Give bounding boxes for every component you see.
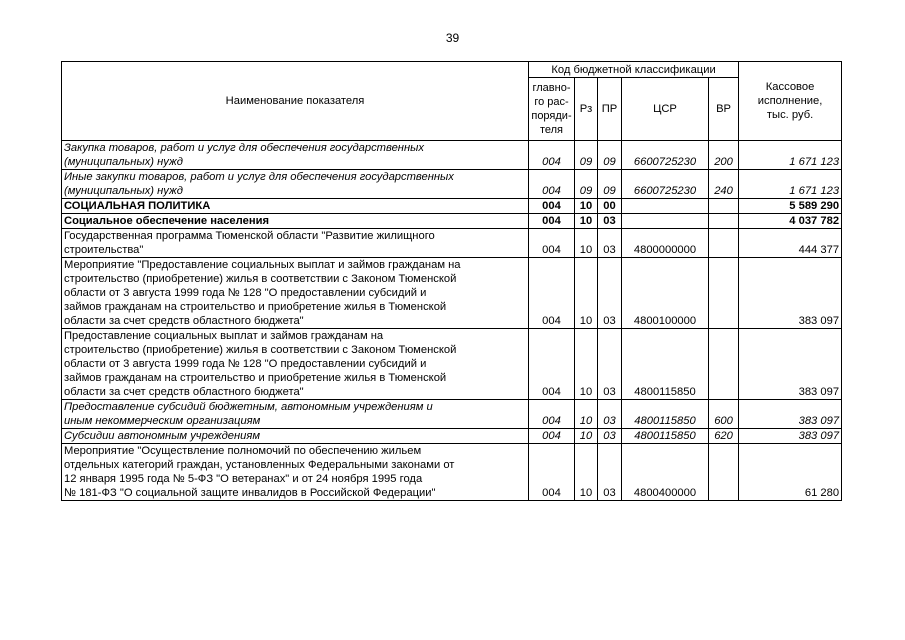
row-rz: 10 [575, 429, 598, 444]
row-csr: 6600725230 [622, 141, 709, 170]
table-row [62, 170, 842, 199]
row-name [62, 214, 529, 229]
row-name [62, 429, 529, 444]
budget-table [61, 61, 842, 501]
row-name-line: Закупка товаров, работ и услуг для обеспечения государственных [64, 142, 424, 154]
header-code-group: Код бюджетной классификации [529, 62, 739, 78]
row-glav: 004 [529, 199, 575, 214]
row-rz: 10 [575, 214, 598, 229]
row-glav: 004 [529, 229, 575, 258]
row-name [62, 141, 529, 170]
row-glav: 004 [529, 170, 575, 199]
row-name-line: области за счет средств областного бюджета" [64, 386, 304, 398]
row-vr [709, 258, 739, 329]
row-name [62, 258, 529, 329]
table-row [62, 229, 842, 258]
row-name-line: СОЦИАЛЬНАЯ ПОЛИТИКА [64, 200, 211, 212]
row-name-line: 12 января 1995 года № 5-ФЗ "О ветеранах" и от 24 ноября 1995 года [64, 473, 423, 485]
row-rz: 10 [575, 229, 598, 258]
row-amount: 1 671 123 [739, 170, 842, 199]
row-rz: 09 [575, 170, 598, 199]
row-glav: 004 [529, 258, 575, 329]
row-glav: 004 [529, 400, 575, 429]
row-name-line: строительство (приобретение) жилья в соответствии с Законом Тюменской [64, 344, 457, 356]
header-glav-line: главно- [532, 82, 571, 94]
row-name-line: Мероприятие "Предоставление социальных выплат и займов гражданам на [64, 259, 461, 271]
row-pr: 03 [598, 258, 622, 329]
row-vr: 600 [709, 400, 739, 429]
row-name-line: области за счет средств областного бюджета" [64, 315, 304, 327]
row-rz: 10 [575, 329, 598, 400]
row-name [62, 199, 529, 214]
row-csr [622, 214, 709, 229]
row-amount: 383 097 [739, 329, 842, 400]
row-amount: 1 671 123 [739, 141, 842, 170]
row-name-line: займов гражданам на строительство и приобретение жилья в Тюменской [64, 301, 447, 313]
row-csr: 4800115850 [622, 429, 709, 444]
page-number: 39 [445, 31, 460, 45]
header-glav-line: го рас- [534, 96, 569, 108]
row-name-line: Субсидии автономным учреждениям [64, 430, 261, 442]
table-row [62, 258, 842, 329]
row-name-line: иным некоммерческим организациям [64, 415, 261, 427]
table-body [62, 141, 842, 501]
row-name-line: области от 3 августа 1999 года № 128 "О предоставлении субсидий и [64, 358, 427, 370]
row-csr: 4800400000 [622, 444, 709, 501]
row-glav: 004 [529, 329, 575, 400]
table-row [62, 214, 842, 229]
row-name-line: Предоставление субсидий бюджетным, автономным учреждениям и [64, 401, 433, 413]
row-vr: 200 [709, 141, 739, 170]
row-name-line: строительства" [64, 244, 144, 256]
header-amount-line: исполнение, [757, 95, 823, 107]
row-name [62, 400, 529, 429]
row-name [62, 444, 529, 501]
row-pr: 09 [598, 141, 622, 170]
table-header [62, 62, 842, 141]
row-glav: 004 [529, 429, 575, 444]
row-csr: 4800000000 [622, 229, 709, 258]
row-glav: 004 [529, 214, 575, 229]
row-pr: 03 [598, 429, 622, 444]
row-csr: 6600725230 [622, 170, 709, 199]
header-glav [529, 78, 575, 141]
header-glav-line: поряди- [531, 110, 572, 122]
row-pr: 09 [598, 170, 622, 199]
row-glav: 004 [529, 141, 575, 170]
row-amount: 444 377 [739, 229, 842, 258]
header-vr: ВР [709, 78, 739, 141]
row-vr [709, 229, 739, 258]
row-name-line: (муниципальных) нужд [64, 185, 183, 197]
header-rz: Рз [575, 78, 598, 141]
row-name [62, 229, 529, 258]
table-row [62, 199, 842, 214]
table-row [62, 141, 842, 170]
table-row [62, 444, 842, 501]
row-vr [709, 214, 739, 229]
row-amount: 61 280 [739, 444, 842, 501]
row-pr: 03 [598, 329, 622, 400]
row-name-line: Мероприятие "Осуществление полномочий по обеспечению жильем [64, 445, 422, 457]
row-amount: 4 037 782 [739, 214, 842, 229]
row-amount: 383 097 [739, 258, 842, 329]
row-vr: 620 [709, 429, 739, 444]
row-amount: 383 097 [739, 400, 842, 429]
row-pr: 03 [598, 214, 622, 229]
row-rz: 10 [575, 444, 598, 501]
row-name-line: строительство (приобретение) жилья в соответствии с Законом Тюменской [64, 273, 457, 285]
header-name: Наименование показателя [62, 62, 529, 141]
row-amount: 5 589 290 [739, 199, 842, 214]
row-pr: 03 [598, 400, 622, 429]
row-rz: 10 [575, 400, 598, 429]
header-amount-line: тыс. руб. [766, 109, 814, 121]
row-name-line: Предоставление социальных выплат и займов гражданам на [64, 330, 384, 342]
row-rz: 10 [575, 258, 598, 329]
row-vr [709, 444, 739, 501]
row-name [62, 329, 529, 400]
row-name-line: Иные закупки товаров, работ и услуг для обеспечения государственных [64, 171, 454, 183]
row-name-line: Государственная программа Тюменской области "Развитие жилищного [64, 230, 435, 242]
row-glav: 004 [529, 444, 575, 501]
row-name-line: № 181-ФЗ "О социальной защите инвалидов в Российской Федерации" [64, 487, 436, 499]
header-amount [739, 62, 842, 141]
row-vr: 240 [709, 170, 739, 199]
header-pr: ПР [598, 78, 622, 141]
row-csr: 4800100000 [622, 258, 709, 329]
row-name-line: области от 3 августа 1999 года № 128 "О предоставлении субсидий и [64, 287, 427, 299]
row-csr: 4800115850 [622, 329, 709, 400]
row-pr: 03 [598, 229, 622, 258]
row-vr [709, 329, 739, 400]
row-vr [709, 199, 739, 214]
row-amount: 383 097 [739, 429, 842, 444]
row-rz: 09 [575, 141, 598, 170]
row-name-line: отдельных категорий граждан, установленных Федеральными законами от [64, 459, 455, 471]
row-name-line: Социальное обеспечение населения [64, 215, 269, 227]
header-amount-line: Кассовое [765, 81, 815, 93]
row-csr: 4800115850 [622, 400, 709, 429]
row-name-line: (муниципальных) нужд [64, 156, 183, 168]
row-rz: 10 [575, 199, 598, 214]
row-name-line: займов гражданам на строительство и приобретение жилья в Тюменской [64, 372, 447, 384]
table-row [62, 400, 842, 429]
table-row [62, 429, 842, 444]
table-row [62, 329, 842, 400]
row-name [62, 170, 529, 199]
header-glav-line: теля [539, 124, 564, 136]
header-csr: ЦСР [622, 78, 709, 141]
row-csr [622, 199, 709, 214]
row-pr: 03 [598, 444, 622, 501]
row-pr: 00 [598, 199, 622, 214]
